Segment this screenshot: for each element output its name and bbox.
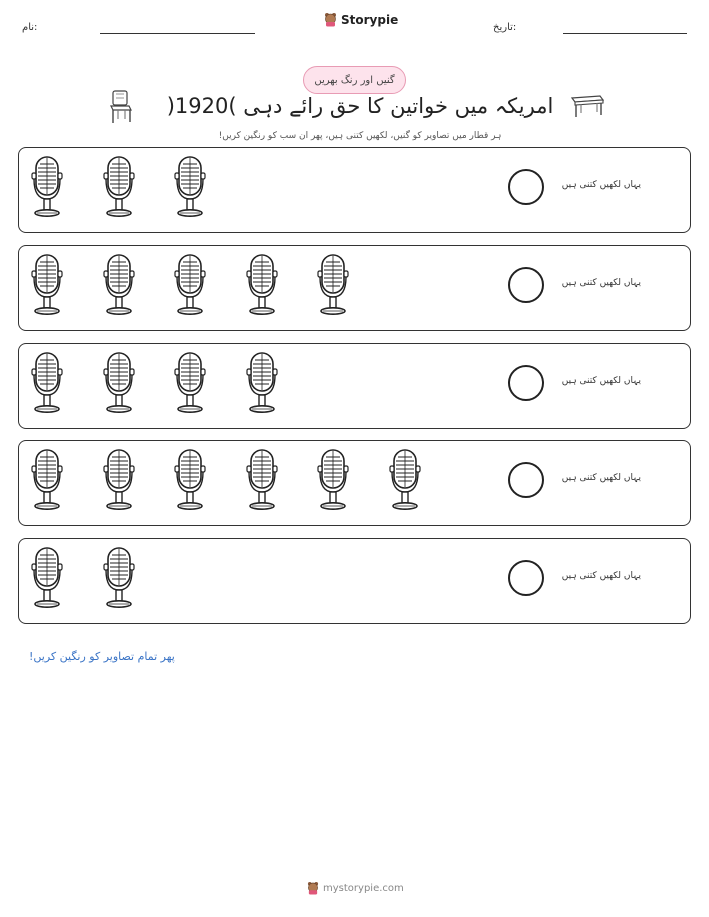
chair-icon <box>108 89 134 125</box>
answer-label: یہاں لکھیں کتنی ہیں <box>561 180 641 190</box>
answer-label: یہاں لکھیں کتنی ہیں <box>561 473 641 483</box>
microphone-icon <box>173 448 207 512</box>
bear-logo-icon <box>324 12 337 27</box>
microphone-icon <box>173 155 207 219</box>
site-url[interactable]: mystorypie.com <box>323 882 404 894</box>
microphone-icon <box>102 351 136 415</box>
counting-row <box>18 440 691 526</box>
answer-circle[interactable] <box>508 169 544 205</box>
microphone-icon <box>102 155 136 219</box>
site-footer <box>307 881 404 895</box>
answer-label: یہاں لکھیں کتنی ہیں <box>561 376 641 386</box>
table-icon <box>570 93 604 119</box>
answer-label: یہاں لکھیں کتنی ہیں <box>561 571 641 581</box>
name-line[interactable] <box>100 33 255 34</box>
answer-label: یہاں لکھیں کتنی ہیں <box>561 278 641 288</box>
microphone-icon <box>173 253 207 317</box>
microphone-icon <box>316 253 350 317</box>
answer-circle[interactable] <box>508 462 544 498</box>
microphone-icon <box>102 253 136 317</box>
answer-circle[interactable] <box>508 560 544 596</box>
activity-badge: گنیں اور رنگ بھریں <box>303 66 406 94</box>
answer-circle[interactable] <box>508 267 544 303</box>
brand-name: Storypie <box>341 12 399 27</box>
microphone-icon <box>245 351 279 415</box>
microphone-icon <box>245 253 279 317</box>
microphone-icon <box>173 351 207 415</box>
microphone-icon <box>30 448 64 512</box>
page-title: امریکہ میں خواتین کا حق رائے دہی )1920( <box>166 94 554 118</box>
brand-logo <box>324 12 398 27</box>
answer-circle[interactable] <box>508 365 544 401</box>
instructions: ہر قطار میں تصاویر کو گنیں، لکھیں کتنی ہیں، پھر ان سب کو رنگین کریں! <box>218 131 502 141</box>
microphone-icon <box>245 448 279 512</box>
counting-row <box>18 343 691 429</box>
counting-row <box>18 245 691 331</box>
microphone-icon <box>102 546 136 610</box>
bear-logo-icon <box>307 881 319 895</box>
microphone-icon <box>388 448 422 512</box>
microphone-icon <box>30 351 64 415</box>
microphone-icon <box>30 155 64 219</box>
coloring-note: پھر تمام تصاویر کو رنگین کریں! <box>29 650 175 663</box>
date-label: تاریخ: <box>493 22 517 33</box>
counting-row <box>18 147 691 233</box>
name-label: نام: <box>22 22 38 33</box>
date-line[interactable] <box>563 33 687 34</box>
microphone-icon <box>102 448 136 512</box>
microphone-icon <box>316 448 350 512</box>
counting-row <box>18 538 691 624</box>
microphone-icon <box>30 253 64 317</box>
microphone-icon <box>30 546 64 610</box>
